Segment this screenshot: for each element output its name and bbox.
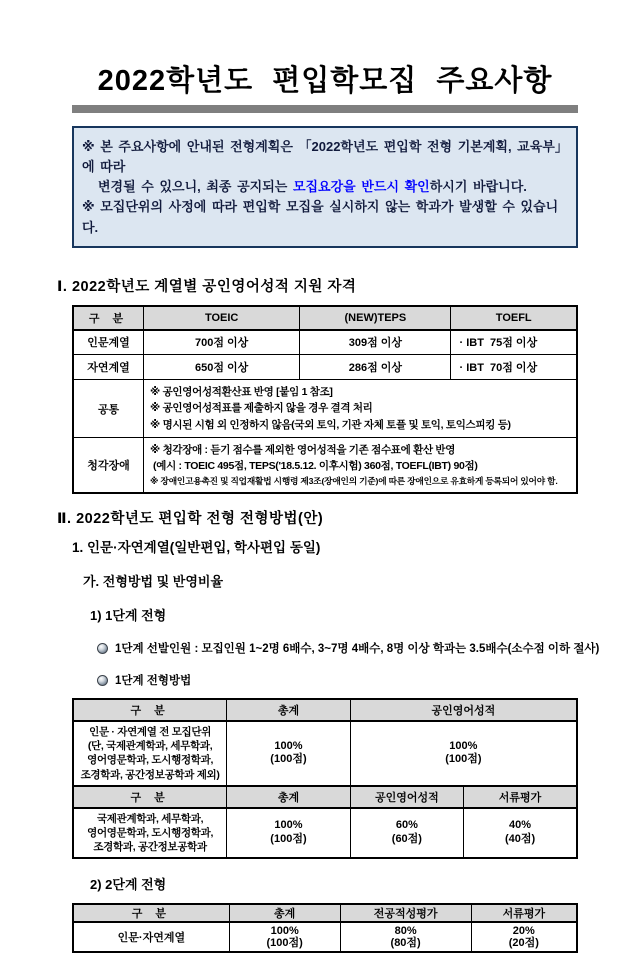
value-percent: 100% <box>270 924 299 937</box>
section2-heading: Ⅱ. 2022학년도 편입학 전형 전형방법(안) <box>57 511 324 528</box>
stage1-method-table <box>72 698 578 859</box>
notice-line-2-highlight: 모집요강을 반드시 확인 <box>292 179 430 195</box>
notice-box <box>72 126 578 248</box>
table-row-excepted-units <box>73 808 577 859</box>
value-percent: 80% <box>394 924 417 937</box>
row-label: 자연계열 <box>73 355 144 380</box>
table-header-row <box>73 904 577 922</box>
sphere-bullet-icon <box>97 643 108 654</box>
dept-line: 조경학과, 공간정보공학과 제외) <box>80 768 220 781</box>
value-points: (20점) <box>508 937 539 950</box>
section2-sub2: 가. 전형방법 및 반영비율 <box>83 574 224 590</box>
dept-label <box>73 721 227 786</box>
header-cell-total: 총계 <box>229 904 340 922</box>
bullet-selection-count <box>97 640 600 656</box>
dept-line: (단, 국제관계학과, 세무학과, <box>87 740 213 753</box>
value-points: (60점) <box>391 832 422 845</box>
dept-line: 국제관계학과, 세무학과, <box>96 812 204 825</box>
header-cell-teps: (NEW)TEPS <box>300 306 451 330</box>
table-header-row <box>73 786 577 808</box>
table-row-stage2 <box>73 922 577 952</box>
table-row-all-units <box>73 721 577 786</box>
value-points: (100점) <box>445 753 482 766</box>
row-label: 청각장애 <box>73 438 144 494</box>
notice-line-1: ※ 본 주요사항에 안내된 전형계획은 「2022학년도 편입학 전형 기본계획, 교육부」에 따라 <box>82 139 568 175</box>
table-row-humanities <box>73 330 577 355</box>
header-cell-gubun: 구 분 <box>73 699 227 721</box>
section2-sub1: 1. 인문·자연계열(일반편입, 학사편입 동일) <box>72 540 321 556</box>
common-notes <box>144 380 577 438</box>
total-value <box>229 922 340 952</box>
value-percent: 20% <box>512 924 535 937</box>
sphere-bullet-icon <box>97 675 108 686</box>
value-percent: 40% <box>509 819 532 832</box>
value-percent: 100% <box>449 739 478 752</box>
header-cell-gubun: 구 분 <box>73 306 144 330</box>
value-points: (40점) <box>504 832 536 845</box>
english-value <box>350 808 463 859</box>
docs-value <box>471 922 577 952</box>
hearing-notes <box>144 438 577 494</box>
dept-line: 인문 · 자연계열 전 모집단위 <box>89 726 212 739</box>
header-cell-toefl: TOEFL <box>451 306 577 330</box>
dept-line: 영어영문학과, 도시행정학과, <box>87 826 214 839</box>
total-value <box>227 721 350 786</box>
header-cell-gubun: 구 분 <box>73 904 229 922</box>
header-cell-gubun: 구 분 <box>73 786 227 808</box>
bullet-stage1-method <box>97 672 578 688</box>
row-label: 인문·자연계열 <box>73 922 229 952</box>
row-label: 인문계열 <box>73 330 144 355</box>
header-cell-english: 공인영어성적 <box>350 786 463 808</box>
note-line: ※ 명시된 시험 외 인정하지 않음(국외 토익, 기관 자체 토플 및 토익, 토익스피킹 등) <box>150 418 511 431</box>
value-points: (80점) <box>390 937 421 950</box>
header-cell-major: 전공적성평가 <box>340 904 471 922</box>
note-line: ※ 청각장애 : 듣기 점수를 제외한 영어성적을 기존 점수표에 환산 반영 <box>150 444 456 456</box>
notice-line-2-suffix: 하시기 바랍니다. <box>429 179 527 195</box>
header-cell-docs: 서류평가 <box>471 904 577 922</box>
value-points: (100점) <box>270 832 307 845</box>
toefl-value: · IBT 75점 이상 <box>451 330 577 355</box>
teps-value: 309점 이상 <box>300 330 451 355</box>
english-score-table <box>72 305 578 494</box>
header-cell-english: 공인영어성적 <box>350 699 577 721</box>
table-header-row <box>73 306 577 330</box>
table-header-row <box>73 699 577 721</box>
value-percent: 60% <box>395 819 418 832</box>
stage2-method-table <box>72 903 578 953</box>
table-row-common <box>73 380 577 438</box>
note-line: (예시 : TOEIC 495점, TEPS('18.5.12. 이후시험) 360점, TOEFL(IBT) 90점) <box>153 460 478 473</box>
total-value <box>227 808 350 859</box>
english-value <box>350 721 577 786</box>
value-points: (100점) <box>270 753 307 766</box>
value-percent: 100% <box>274 739 303 752</box>
header-cell-docs: 서류평가 <box>464 786 577 808</box>
page-title: 2022학년도 편입학모집 주요사항 <box>97 65 553 97</box>
note-line: ※ 공인영어성적환산표 반영 [붙임 1 참조] <box>150 386 333 399</box>
stage2-title: 2) 2단계 전형 <box>90 877 167 893</box>
notice-line-2-prefix: 변경될 수 있으니, 최종 공지되는 <box>98 179 293 195</box>
bullet-text: 1단계 전형방법 <box>115 675 192 688</box>
bullet-text: 1단계 선발인원 : 모집인원 1~2명 6배수, 3~7명 4배수, 8명 이상 학과는 3.5배수(소수점 이하 절사) <box>115 643 600 656</box>
stage1-title: 1) 1단계 전형 <box>90 608 167 624</box>
section1-heading: Ⅰ. 2022학년도 계열별 공인영어성적 지원 자격 <box>57 278 357 295</box>
table-row-hearing <box>73 438 577 494</box>
header-cell-total: 총계 <box>227 699 350 721</box>
docs-value <box>464 808 577 859</box>
toefl-value: · IBT 70점 이상 <box>451 355 577 380</box>
dept-line: 영어영문학과, 도시행정학과, <box>87 754 214 767</box>
dept-label <box>73 808 227 859</box>
teps-value: 286점 이상 <box>300 355 451 380</box>
note-line: ※ 장애인고용촉진 및 직업재활법 시행령 제3조(장애인의 기준)에 따른 장애인으로 유효하게 등록되어 있어야 함. <box>150 475 558 486</box>
note-line: ※ 공인영어성적표를 제출하지 않을 경우 결격 처리 <box>150 402 373 415</box>
notice-line-3: ※ 모집단위의 사정에 따라 편입학 모집을 실시하지 않는 학과가 발생할 수 있습니다. <box>82 199 559 235</box>
major-value <box>340 922 471 952</box>
value-percent: 100% <box>274 819 303 832</box>
header-cell-toeic: TOEIC <box>144 306 300 330</box>
toeic-value: 700점 이상 <box>144 330 300 355</box>
title-divider <box>72 105 578 113</box>
row-label: 공통 <box>73 380 144 438</box>
dept-line: 조경학과, 공간정보공학과 <box>93 841 207 854</box>
table-row-natural <box>73 355 577 380</box>
value-points: (100점) <box>266 937 303 950</box>
notice-line-2 <box>82 177 568 197</box>
toeic-value: 650점 이상 <box>144 355 300 380</box>
header-cell-total: 총계 <box>227 786 350 808</box>
